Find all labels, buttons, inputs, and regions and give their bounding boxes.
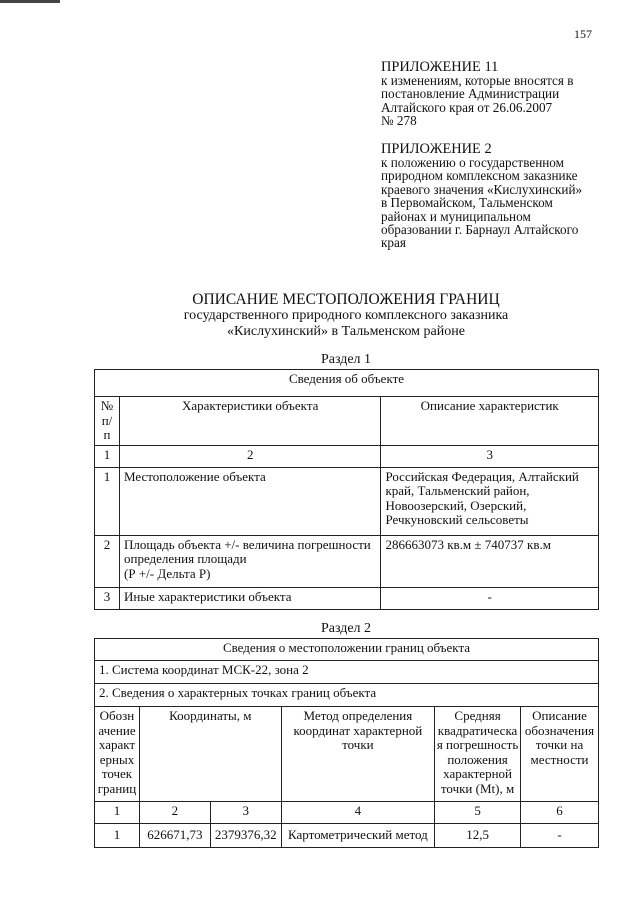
document-title — [94, 291, 598, 340]
col-char-header: Характеристики объекта — [119, 397, 380, 446]
scan-edge-line — [0, 0, 60, 3]
points-info-heading: 2. Сведения о характерных точках границ объекта — [95, 684, 599, 707]
appendix-2-line: в Первомайском, Тальменском — [381, 195, 553, 211]
section-1-label: Раздел 1 — [320, 352, 372, 367]
col-index: 1 — [95, 445, 120, 467]
coordinate-system: 1. Система координат МСК-22, зона 2 — [95, 661, 599, 684]
col-index: 6 — [521, 802, 599, 824]
appendix-11-line: к изменениям, которые вносятся в — [381, 73, 574, 88]
table-row — [95, 467, 599, 535]
col-method-header: Метод определения координат характерной точки — [281, 707, 434, 802]
method-value: Картометрический метод — [281, 824, 434, 848]
col-coords-header: Координаты, м — [139, 707, 281, 802]
col-point-header: Обозн ачение характ ерных точек границ — [95, 707, 140, 802]
title-line-3: «Кислухинский» в Тальменском районе — [227, 324, 465, 339]
row-desc: Российская Федерация, Алтайский край, Тальменский район, Новоозерский, Озерский, Речкуновский сельсоветы — [381, 467, 599, 535]
col-index: 2 — [119, 445, 380, 467]
appendix-2-line: районах и муниципальном — [381, 208, 531, 224]
col-index: 1 — [95, 802, 140, 824]
appendix-2-block — [381, 142, 611, 250]
page-number: 157 — [574, 27, 592, 41]
section-1-header: Сведения об объекте — [95, 370, 599, 397]
section-2-header: Сведения о местоположении границ объекта — [95, 639, 599, 661]
appendix-11-title: ПРИЛОЖЕНИЕ 11 — [381, 59, 499, 75]
location-value: - — [521, 824, 599, 848]
col-index: 3 — [210, 802, 281, 824]
error-value: 12,5 — [435, 824, 521, 848]
row-num: 1 — [95, 467, 120, 535]
title-line-2: государственного природного комплексного заказника — [183, 308, 509, 323]
appendix-2-title: ПРИЛОЖЕНИЕ 2 — [381, 141, 492, 157]
row-desc: 286663073 кв.м ± 740737 кв.м — [381, 535, 599, 587]
appendix-11-line: постановление Администрации — [381, 86, 560, 102]
appendix-11-line: Алтайского края от 26.06.2007 — [381, 99, 553, 115]
row-num: 2 — [95, 535, 120, 587]
col-error-header: Средняя квадратическа я погрешность положения характерной точки (Mt), м — [435, 707, 521, 802]
col-index: 2 — [139, 802, 210, 824]
table-row — [95, 535, 599, 587]
row-char: Местоположение объекта — [119, 467, 380, 535]
col-index: 5 — [435, 802, 521, 824]
title-line-1: ОПИСАНИЕ МЕСТОПОЛОЖЕНИЯ ГРАНИЦ — [192, 291, 500, 308]
appendix-2-line: к положению о государственном — [381, 155, 564, 170]
appendix-2-line: природном комплексном заказнике — [381, 168, 578, 184]
coord-x: 626671,73 — [139, 824, 210, 848]
appendix-11-line: № 278 — [381, 113, 417, 129]
col-location-header: Описание обозначения точки на местности — [521, 707, 599, 802]
row-char: Иные характеристики объекта — [119, 587, 380, 609]
col-index: 4 — [281, 802, 434, 824]
col-desc-header: Описание характеристик — [381, 397, 599, 446]
col-index: 3 — [381, 445, 599, 467]
appendix-2-line: образовании г. Барнаул Алтайского — [381, 222, 579, 238]
table-row — [95, 587, 599, 609]
table-row — [95, 824, 599, 848]
row-num: 3 — [95, 587, 120, 609]
section-1-table — [94, 369, 599, 610]
section-2-label: Раздел 2 — [320, 621, 372, 636]
coord-y: 2379376,32 — [210, 824, 281, 848]
appendix-2-line: края — [381, 235, 406, 251]
row-desc: - — [381, 587, 599, 609]
col-num-header: № п/п — [95, 397, 120, 446]
appendix-2-line: краевого значения «Кислухинский» — [381, 181, 583, 197]
section-2-table — [94, 638, 599, 848]
appendix-11-block — [381, 60, 611, 128]
row-char: Площадь объекта +/- величина погрешности определения площади (Р +/- Дельта Р) — [119, 535, 380, 587]
point-id: 1 — [95, 824, 140, 848]
